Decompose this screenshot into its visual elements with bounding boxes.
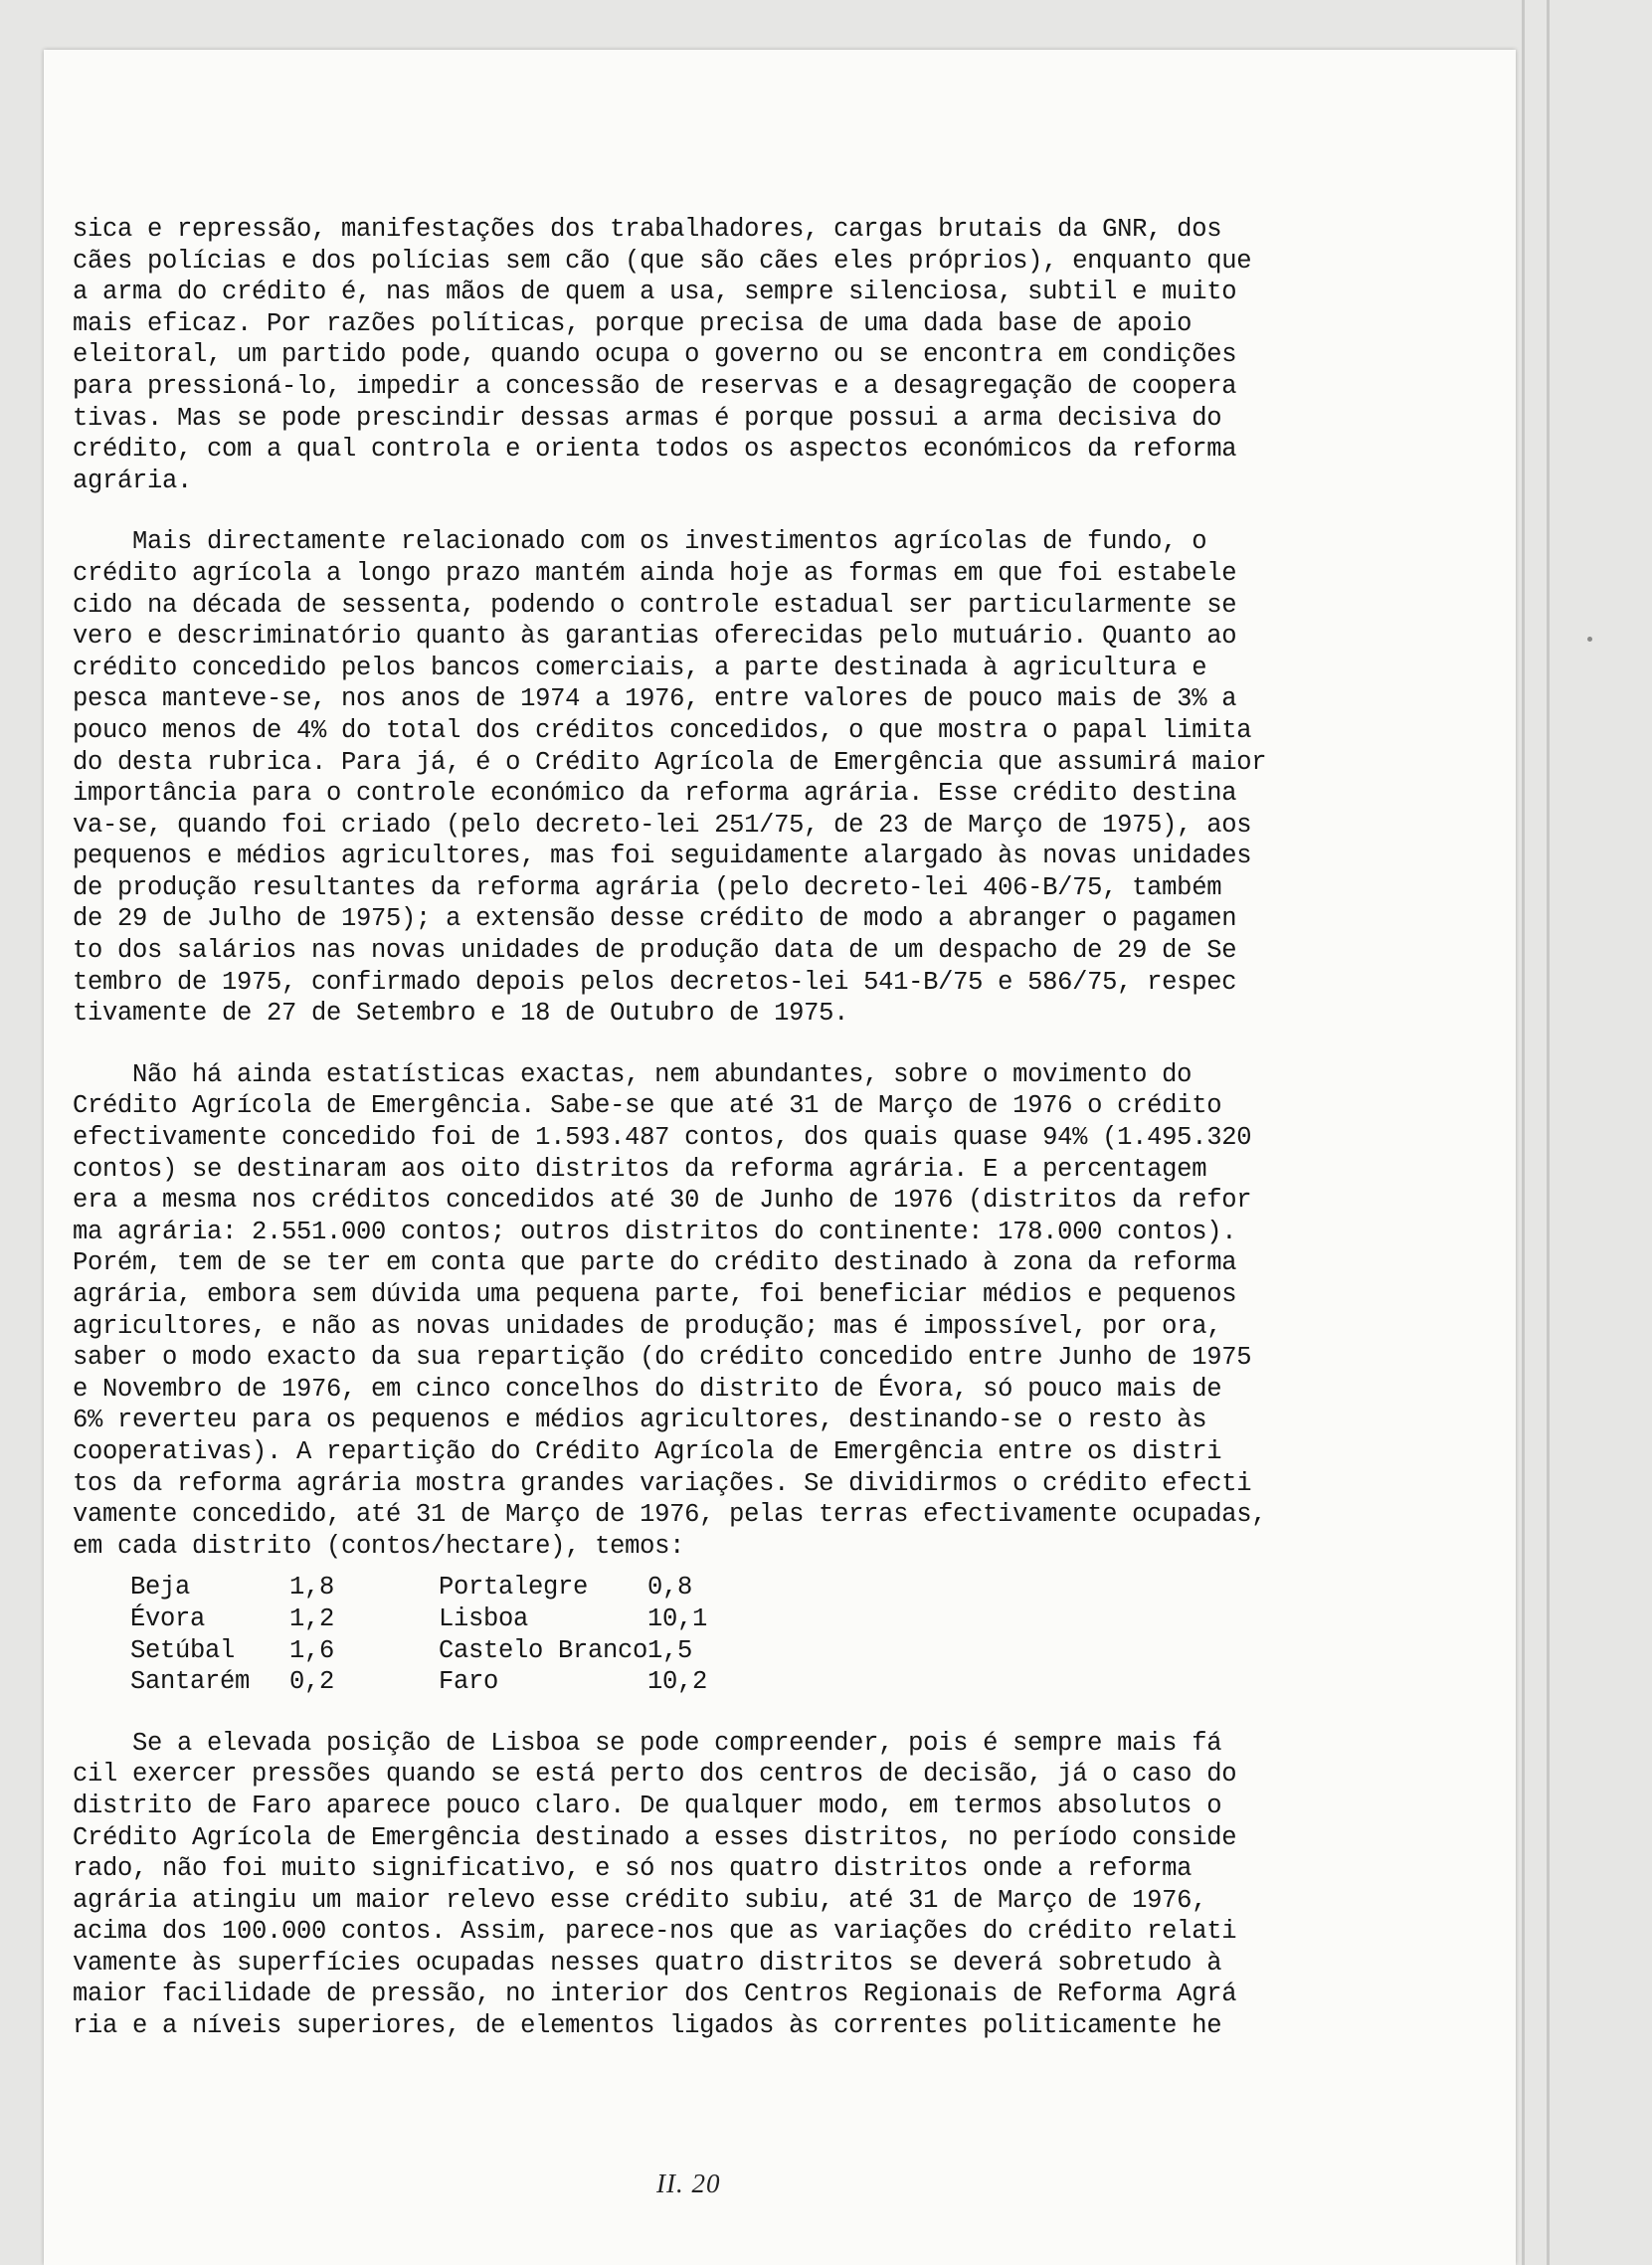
page-body — [73, 214, 1385, 2042]
text-line: cil exercer pressões quando se está perto dos centros de decisão, já o caso do — [73, 1760, 1237, 1790]
text-line: agrária, embora sem dúvida uma pequena parte, foi beneficiar médios e pequenos — [73, 1280, 1237, 1309]
district-value: 1,8 — [289, 1573, 335, 1603]
text-line: cido na década de sessenta, podendo o controle estadual ser particularmente se — [73, 590, 1237, 620]
text-line: de 29 de Julho de 1975); a extensão desse crédito de modo a abranger o pagamen — [73, 904, 1237, 934]
district-name: Portalegre — [439, 1573, 589, 1603]
text-line: distrito de Faro aparece pouco claro. De qualquer modo, em termos absolutos o — [73, 1791, 1222, 1820]
text-line: pesca manteve-se, nos anos de 1974 a 1976, entre valores de pouco mais de 3% a — [73, 684, 1237, 714]
text-line: de produção resultantes da reforma agrária (pelo decreto-lei 406-B/75, também — [73, 872, 1222, 902]
scan-edge-strip-right — [1547, 0, 1550, 2265]
text-line: cooperativas). A repartição do Crédito Agrícola de Emergência entre os distri — [73, 1436, 1222, 1466]
text-line: saber o modo exacto da sua repartição (do crédito concedido entre Junho de 1975 — [73, 1343, 1252, 1373]
text-line: maior facilidade de pressão, no interior dos Centros Regionais de Reforma Agrá — [73, 1980, 1237, 2009]
text-line: to dos salários nas novas unidades de produção data de um despacho de 29 de Se — [73, 936, 1237, 966]
text-line: agricultores, e não as novas unidades de produção; mas é impossível, por ora, — [73, 1311, 1222, 1341]
text-line: Porém, tem de se ter em conta que parte do crédito destinado à zona da reforma — [73, 1248, 1237, 1278]
text-line: eleitoral, um partido pode, quando ocupa o governo ou se encontra em condições — [73, 340, 1237, 370]
page-number: II. 20 — [656, 2169, 721, 2198]
district-name: Beja — [130, 1573, 191, 1603]
text-line: crédito, com a qual controla e orienta todos os aspectos económicos da reforma — [73, 435, 1237, 465]
district-credit-table — [130, 1572, 1385, 1697]
district-name: Évora — [130, 1604, 206, 1633]
district-name: Faro — [439, 1667, 499, 1697]
text-line: sica e repressão, manifestações dos trabalhadores, cargas brutais da GNR, dos — [73, 215, 1222, 244]
text-line: em cada distrito (contos/hectare), temos: — [73, 1531, 685, 1561]
text-line: 6% reverteu para os pequenos e médios agricultores, destinando-se o resto às — [73, 1406, 1207, 1435]
text-line: a arma do crédito é, nas mãos de quem a usa, sempre silenciosa, subtil e muito — [73, 278, 1237, 307]
paragraph — [73, 526, 1385, 1030]
text-line: Mais directamente relacionado com os investimentos agrícolas de fundo, o — [73, 527, 1207, 557]
scan-edge-strip-left — [1522, 0, 1525, 2265]
text-line: Não há ainda estatísticas exactas, nem abundantes, sobre o movimento do — [73, 1059, 1193, 1089]
text-line: Se a elevada posição de Lisboa se pode compreender, pois é sempre mais fá — [73, 1728, 1222, 1758]
text-line: importância para o controle económico da reforma agrária. Esse crédito destina — [73, 779, 1237, 809]
text-line: Crédito Agrícola de Emergência destinado a esses distritos, no período conside — [73, 1822, 1237, 1852]
district-name: Santarém — [130, 1667, 251, 1697]
text-line: vero e descriminatório quanto às garantias oferecidas pelo mutuário. Quanto ao — [73, 622, 1237, 652]
text-line: crédito concedido pelos bancos comerciais, a parte destinada à agricultura e — [73, 653, 1207, 682]
paragraph — [73, 1728, 1385, 2042]
district-value: 1,5 — [647, 1635, 693, 1665]
column-gap — [369, 1604, 439, 1635]
text-line: para pressioná-lo, impedir a concessão de reservas e a desagregação de coopera — [73, 371, 1237, 401]
text-line: pouco menos de 4% do total dos créditos concedidos, o que mostra o papal limita — [73, 715, 1252, 745]
text-line: vamente concedido, até 31 de Março de 1976, pelas terras efectivamente ocupadas, — [73, 1500, 1267, 1530]
paragraph — [73, 1059, 1385, 1563]
text-line: do desta rubrica. Para já, é o Crédito Agrícola de Emergência que assumirá maior — [73, 747, 1267, 777]
text-line: ma agrária: 2.551.000 contos; outros distritos do continente: 178.000 contos). — [73, 1217, 1237, 1246]
text-line: crédito agrícola a longo prazo mantém ainda hoje as formas em que foi estabele — [73, 558, 1237, 588]
column-gap — [369, 1666, 439, 1698]
text-line: va-se, quando foi criado (pelo decreto-lei 251/75, de 23 de Março de 1975), aos — [73, 810, 1252, 840]
district-name: Castelo Branco — [439, 1635, 648, 1665]
text-line: agrária atingiu um maior relevo esse crédito subiu, até 31 de Março de 1976, — [73, 1885, 1207, 1915]
text-line: agrária. — [73, 466, 193, 495]
text-line: tos da reforma agrária mostra grandes variações. Se dividirmos o crédito efecti — [73, 1468, 1252, 1498]
column-gap — [369, 1572, 439, 1604]
text-line: rado, não foi muito significativo, e só nos quatro distritos onde a reforma — [73, 1854, 1193, 1884]
paragraph — [73, 214, 1385, 496]
text-line: cães polícias e dos polícias sem cão (que são cães eles próprios), enquanto que — [73, 246, 1252, 276]
text-line: ria e a níveis superiores, de elementos ligados às correntes politicamente he — [73, 2011, 1222, 2041]
text-line: tivamente de 27 de Setembro e 18 de Outubro de 1975. — [73, 999, 849, 1029]
text-line: e Novembro de 1976, em cinco concelhos do distrito de Évora, só pouco mais de — [73, 1374, 1222, 1404]
text-line: pequenos e médios agricultores, mas foi seguidamente alargado às novas unidades — [73, 842, 1252, 871]
text-line: tembro de 1975, confirmado depois pelos decretos-lei 541-B/75 e 586/75, respec — [73, 967, 1237, 997]
district-value: 1,6 — [289, 1635, 335, 1665]
district-value: 0,8 — [647, 1573, 693, 1603]
text-line: era a mesma nos créditos concedidos até 30 de Junho de 1976 (distritos da refor — [73, 1186, 1252, 1216]
text-line: acima dos 100.000 contos. Assim, parece-nos que as variações do crédito relati — [73, 1917, 1237, 1947]
text-line: efectivamente concedido foi de 1.593.487 contos, dos quais quase 94% (1.495.320 — [73, 1123, 1252, 1153]
text-line: mais eficaz. Por razões políticas, porque precisa de uma dada base de apoio — [73, 308, 1193, 338]
text-line: tivas. Mas se pode prescindir dessas armas é porque possui a arma decisiva do — [73, 403, 1222, 433]
district-value: 10,2 — [647, 1667, 708, 1697]
district-value: 10,1 — [647, 1604, 708, 1633]
text-line: vamente às superfícies ocupadas nesses quatro distritos se deverá sobretudo à — [73, 1948, 1222, 1978]
district-value: 0,2 — [289, 1667, 335, 1697]
paragraphs — [73, 214, 1385, 2042]
district-value: 1,2 — [289, 1604, 335, 1633]
text-line: Crédito Agrícola de Emergência. Sabe-se que até 31 de Março de 1976 o crédito — [73, 1091, 1222, 1121]
district-name: Lisboa — [439, 1604, 529, 1633]
district-name: Setúbal — [130, 1635, 236, 1665]
text-line: contos) se destinaram aos oito distritos da reforma agrária. E a percentagem — [73, 1154, 1207, 1184]
scan-speck — [1587, 637, 1592, 642]
column-gap — [369, 1635, 439, 1667]
